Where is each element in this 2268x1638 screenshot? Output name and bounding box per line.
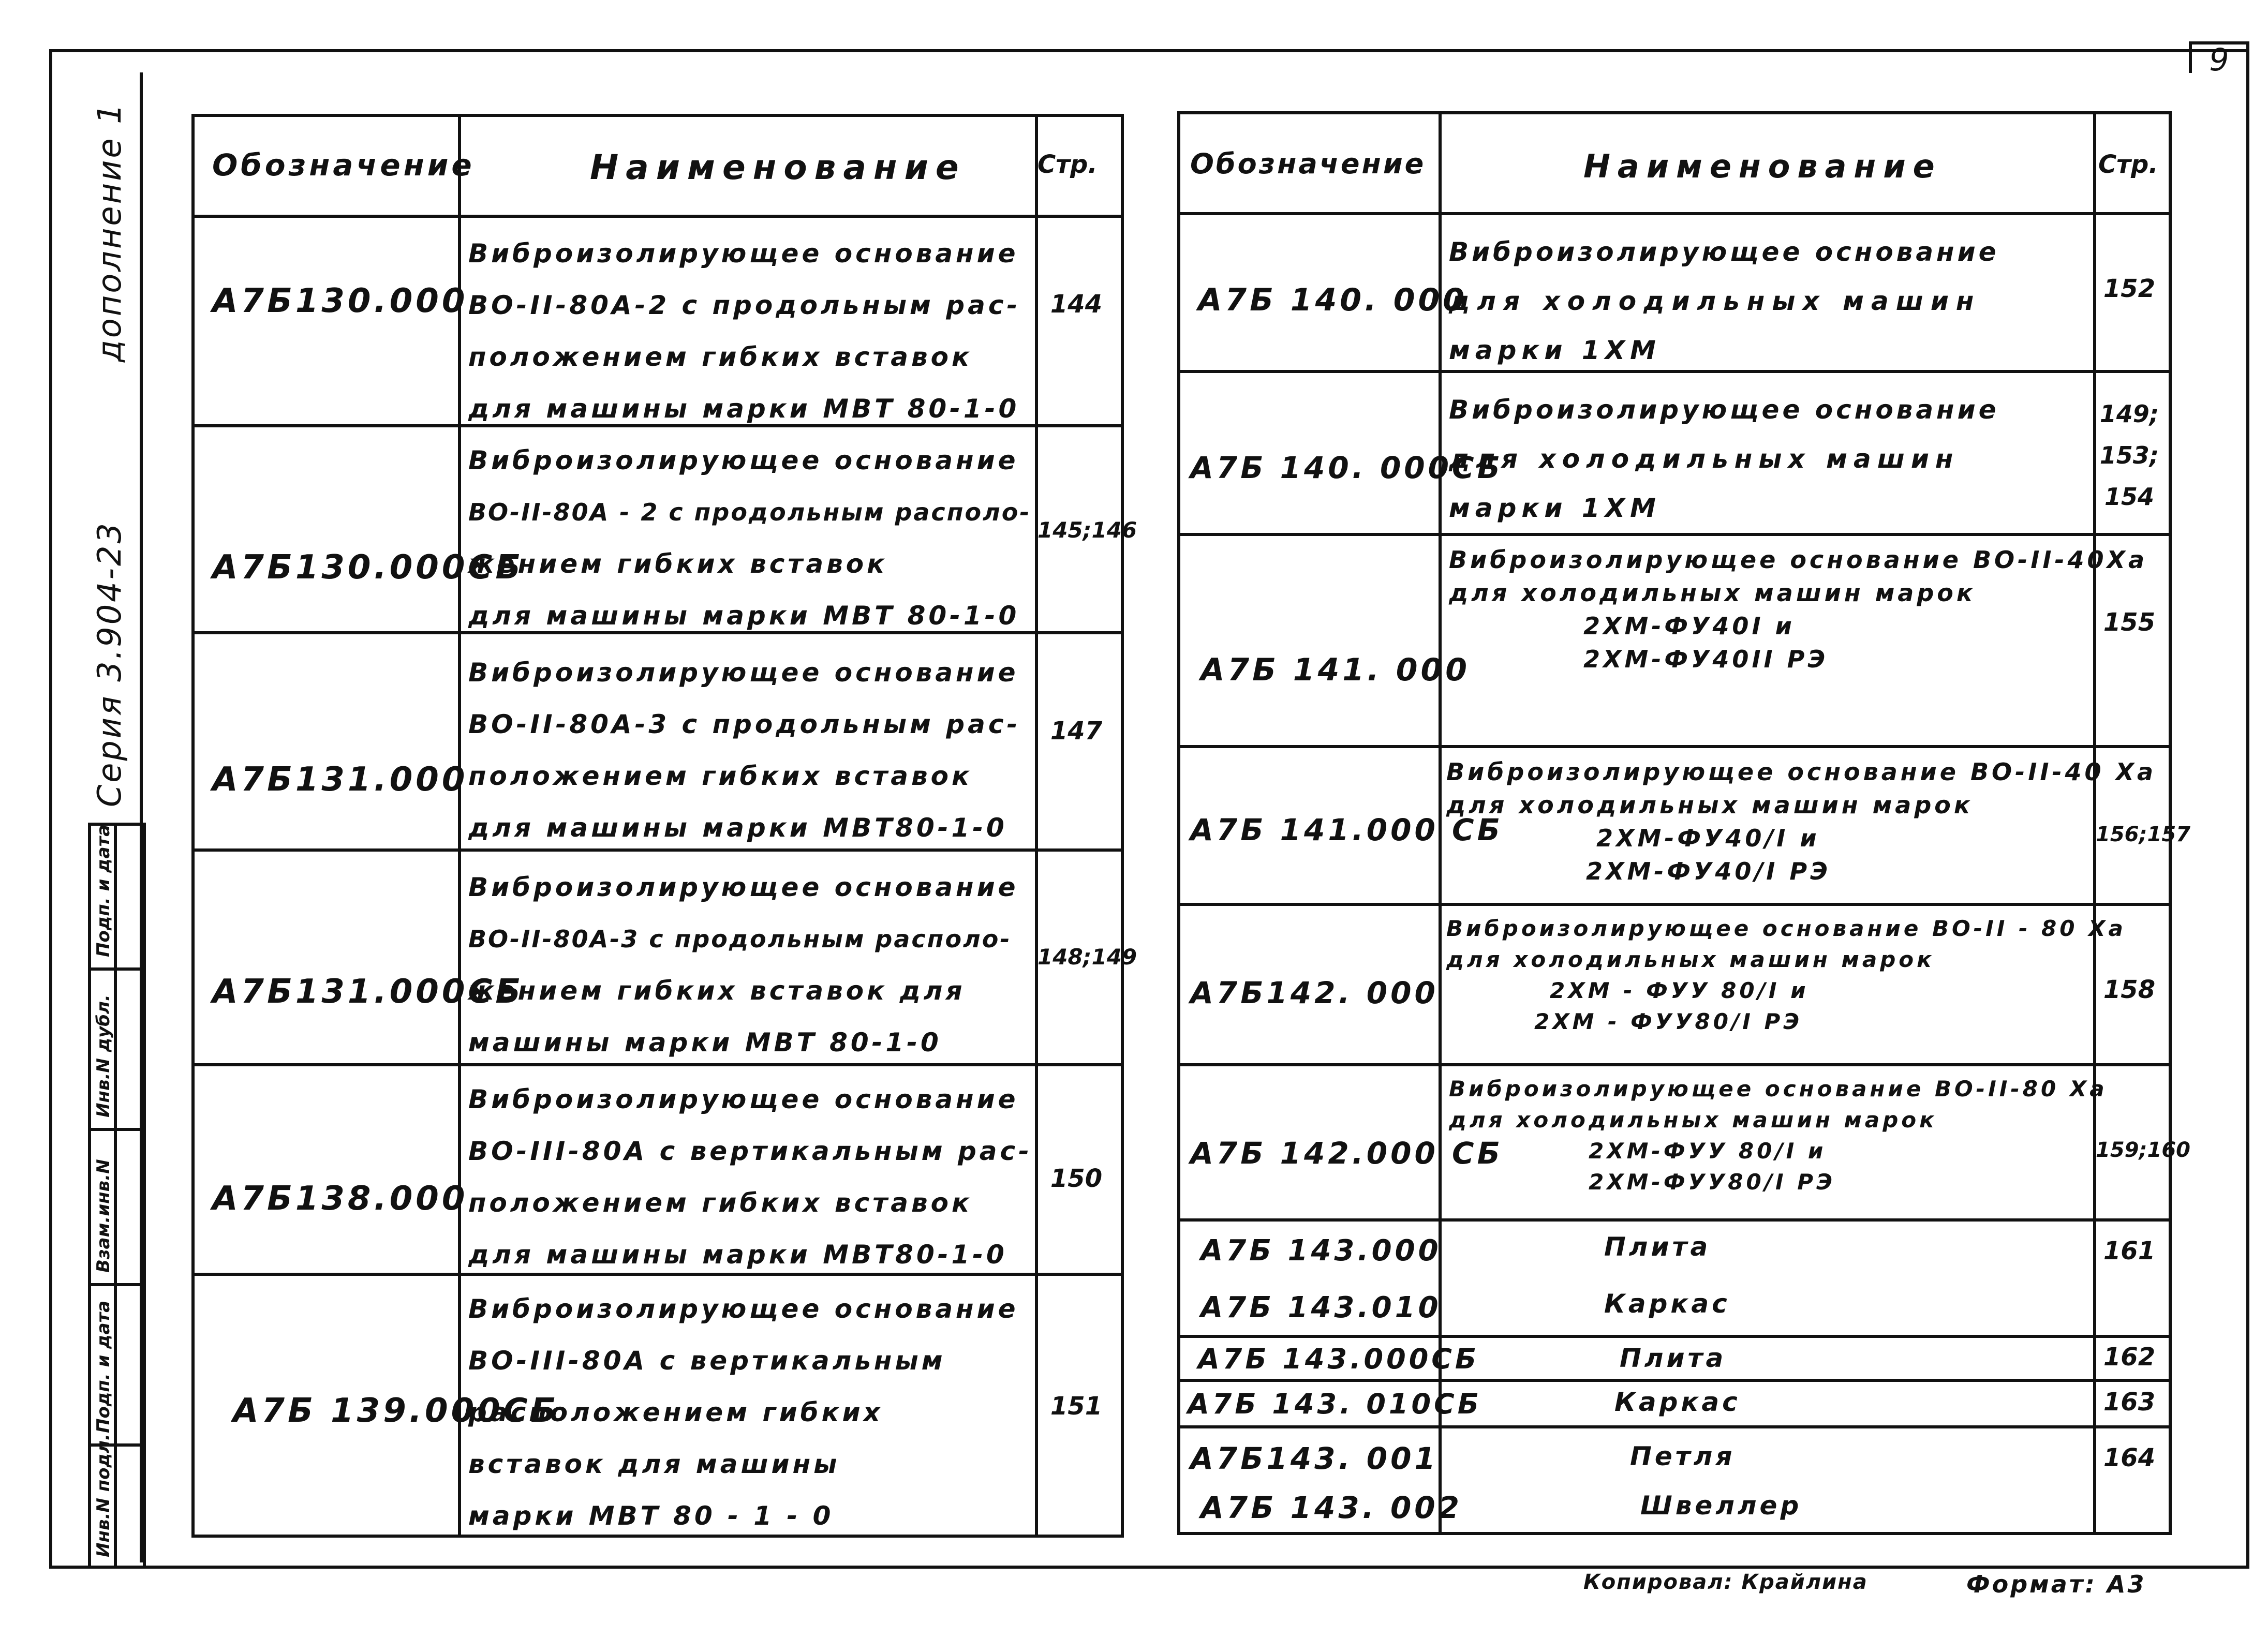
row-page: 162 xyxy=(2103,1343,2156,1372)
series-label: Серия 3.904-23 xyxy=(91,521,128,807)
row-code: А7Б 142.000 СБ xyxy=(1190,1136,1503,1171)
row-code: А7Б 141. 000 xyxy=(1200,652,1470,688)
row-code: А7Б 143.000СБ xyxy=(1198,1343,1480,1375)
row-code: А7Б 139.000СБ xyxy=(233,1392,559,1430)
row-code: А7Б130.000СБ xyxy=(212,548,524,587)
row-name: Виброизолирующее основание для холодильных машин марки 1ХМ xyxy=(1449,395,1999,523)
col-header-designation: Обозначение xyxy=(212,147,475,183)
stamp-row-line xyxy=(88,1128,143,1131)
row-name: Виброизолирующее основание для холодильных машин марки 1ХМ xyxy=(1449,237,1999,365)
col-header-page: Стр. xyxy=(2098,150,2158,179)
page-number: 9 xyxy=(2189,41,2249,73)
right-row-line xyxy=(1177,1063,2169,1066)
right-header-line xyxy=(1177,212,2169,215)
stamp-row-line xyxy=(88,967,143,971)
right-row-line xyxy=(1177,745,2169,748)
stamp-divider xyxy=(114,823,117,1566)
row-page: 147 xyxy=(1050,717,1103,746)
row-page: 145;146 xyxy=(1037,517,1137,543)
row-page: 150 xyxy=(1050,1164,1103,1193)
row-name: Виброизолирующее основание ВО-III-80А с вертикальным рас- положением гибких вставок для машины марки МВТ80-1-0 xyxy=(468,1084,1032,1270)
row-name: Виброизолирующее основание ВО-III-80А с вертикальным расположением гибких вставок для машины марки МВТ 80 - 1 - 0 xyxy=(468,1294,1019,1531)
row-name: Виброизолирующее основание ВО-II-40Ха для холодильных машин марок 2ХМ-ФУ40I и 2ХМ-ФУ40II РЭ xyxy=(1449,546,2148,673)
row-code: А7Б143. 001 xyxy=(1190,1441,1439,1476)
row-name: Виброизолирующее основание ВО-II - 80 Ха для холодильных машин марок 2ХМ - ФУУ 80/I и 2ХМ - ФУУ80/I РЭ xyxy=(1446,916,2126,1034)
stamp-cell: Подп. и дата xyxy=(93,824,114,957)
row-name: Виброизолирующее основание ВО-II-80А - 2 с продольным располо- жением гибких вставок для машины марки МВТ 80-1-0 xyxy=(468,445,1031,631)
row-name: Виброизолирующее основание ВО-II-80А-2 с продольным рас- положением гибких вставок для машины марки МВТ 80-1-0 xyxy=(468,239,1021,424)
row-name: Виброизолирующее основание ВО-II-40 Ха для холодильных машин марок 2ХМ-ФУ40/I и 2ХМ-ФУ40/I РЭ xyxy=(1446,758,2157,885)
row-page: 163 xyxy=(2103,1388,2156,1417)
col-header-designation: Обозначение xyxy=(1190,147,1426,180)
row-page: 158 xyxy=(2103,975,2156,1004)
row-code: А7Б 141.000 СБ xyxy=(1190,812,1503,847)
row-name: Петля xyxy=(1630,1441,1736,1471)
col-header-page: Стр. xyxy=(1037,150,1098,179)
row-code: А7Б138.000 xyxy=(212,1180,468,1218)
stamp-cell: Взам.инв.N xyxy=(93,1159,114,1273)
right-row-line xyxy=(1177,1425,2169,1428)
stamp-cell: Инв.N дубл. xyxy=(93,994,114,1118)
row-name: Швеллер xyxy=(1640,1491,1802,1521)
stamp-cell: Инв.N подл. xyxy=(93,1434,114,1557)
row-name: Каркас xyxy=(1614,1387,1741,1417)
row-page: 148;149 xyxy=(1037,944,1137,970)
right-row-line xyxy=(1177,533,2169,536)
row-name: Виброизолирующее основание ВО-II-80А-3 с продольным располо- жением гибких вставок для машины марки МВТ 80-1-0 xyxy=(468,872,1019,1058)
row-name: Плита xyxy=(1604,1232,1711,1262)
row-name: Виброизолирующее основание ВО-II-80 Ха для холодильных машин марок 2ХМ-ФУУ 80/I и 2ХМ-ФУУ80/I РЭ xyxy=(1449,1076,2108,1195)
row-page: 149; 153; 154 xyxy=(2099,400,2159,511)
row-code: А7Б130.000 xyxy=(212,282,468,320)
left-col-line xyxy=(458,114,461,1535)
row-code: А7Б142. 000 xyxy=(1190,975,1439,1010)
row-page: 152 xyxy=(2103,274,2156,303)
row-page: 156;157 xyxy=(2096,823,2190,846)
row-page: 155 xyxy=(2103,608,2156,637)
row-code: А7Б 143.000 xyxy=(1200,1234,1442,1268)
sheet-format: Формат: А3 xyxy=(1966,1570,2146,1598)
row-code: А7Б 143.010 xyxy=(1200,1291,1442,1324)
row-page: 164 xyxy=(2103,1443,2156,1472)
row-page: 144 xyxy=(1050,290,1103,319)
row-page: 161 xyxy=(2103,1237,2156,1265)
row-name: Плита xyxy=(1620,1343,1727,1373)
stamp-row-line xyxy=(88,1283,143,1286)
row-name: Каркас xyxy=(1604,1289,1730,1319)
row-code: А7Б 143. 010СБ xyxy=(1188,1388,1482,1420)
col-header-name: Наименование xyxy=(590,147,966,187)
row-code: А7Б 143. 002 xyxy=(1200,1490,1463,1525)
left-col-line xyxy=(1035,114,1038,1535)
right-row-line xyxy=(1177,903,2169,906)
right-row-line xyxy=(1177,1218,2169,1222)
col-header-name: Наименование xyxy=(1583,147,1942,185)
row-code: А7Б131.000 xyxy=(212,761,468,799)
row-name: Виброизолирующее основание ВО-II-80А-3 с продольным рас- положением гибких вставок для машины марки МВТ80-1-0 xyxy=(468,658,1021,843)
row-page: 151 xyxy=(1050,1392,1103,1421)
supplement-label: дополнение 1 xyxy=(91,101,128,362)
row-page: 159;160 xyxy=(2096,1138,2190,1162)
row-code: А7Б 140. 000СБ xyxy=(1190,450,1503,485)
left-header-line xyxy=(191,215,1121,218)
row-code: А7Б 140. 000 xyxy=(1198,282,1467,318)
copied-by: Копировал: Крайлина xyxy=(1583,1570,1868,1594)
stamp-cell: Подп. и дата xyxy=(93,1300,114,1433)
row-code: А7Б131.000СБ xyxy=(212,973,524,1011)
